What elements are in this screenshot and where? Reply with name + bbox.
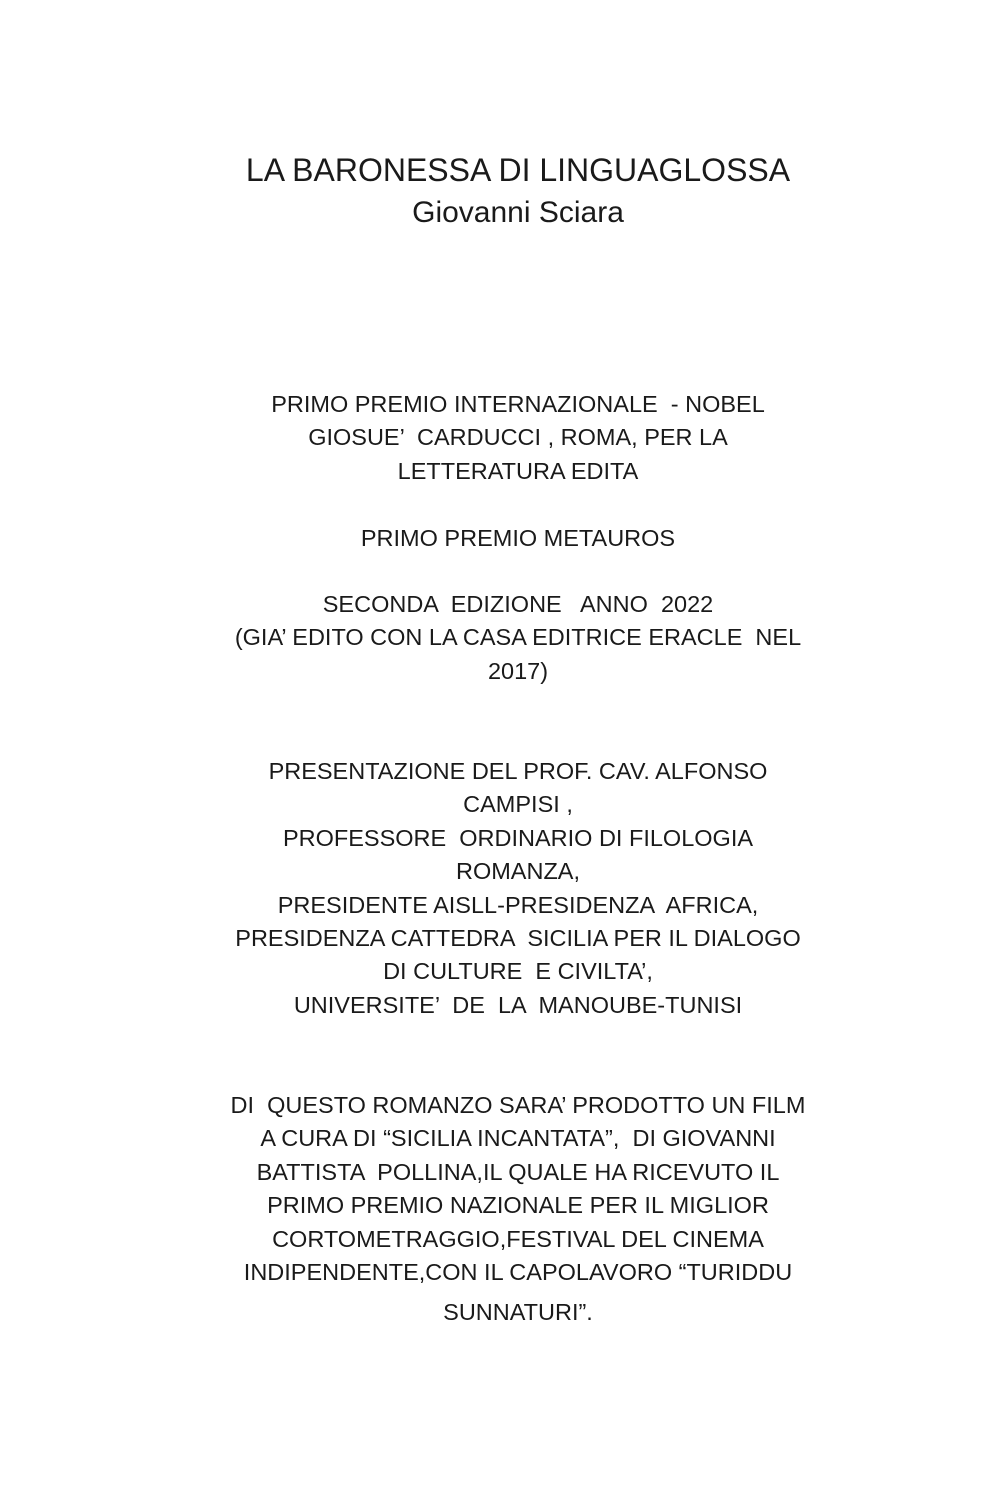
text-line: ROMANZA, bbox=[455, 858, 581, 885]
text-line: SUNNATURI”. bbox=[443, 1299, 593, 1326]
text-line: A CURA DI “SICILIA INCANTATA”, DI GIOVANNI bbox=[260, 1125, 776, 1152]
text-line: BATTISTA POLLINA,IL QUALE HA RICEVUTO IL bbox=[256, 1158, 780, 1185]
text-line: LETTERATURA EDITA bbox=[397, 457, 639, 484]
author-name: Giovanni Sciara bbox=[412, 196, 624, 229]
edition-block bbox=[36, 588, 1000, 688]
text-line: GIOSUE’ CARDUCCI , ROMA, PER LA bbox=[308, 424, 728, 451]
text-line: (GIA’ EDITO CON LA CASA EDITRICE ERACLE NEL bbox=[234, 624, 802, 651]
text-line: PRIMO PREMIO INTERNAZIONALE - NOBEL bbox=[271, 391, 765, 417]
text-line: INDIPENDENTE,CON IL CAPOLAVORO “TURIDDU bbox=[243, 1259, 793, 1286]
text-line: CAMPISI , bbox=[463, 791, 573, 818]
text-line: PRIMO PREMIO NAZIONALE PER IL MIGLIOR bbox=[267, 1192, 769, 1219]
text-line: DI QUESTO ROMANZO SARA’ PRODOTTO UN FILM bbox=[230, 1092, 806, 1118]
text-line: PRESENTAZIONE DEL PROF. CAV. ALFONSO bbox=[268, 758, 768, 784]
text-line: PRESIDENZA CATTEDRA SICILIA PER IL DIALOGO bbox=[235, 925, 801, 952]
text-line: PROFESSORE ORDINARIO DI FILOLOGIA bbox=[282, 824, 754, 851]
presentation-block bbox=[36, 755, 1000, 1022]
book-title: LA BARONESSA DI LINGUAGLOSSA bbox=[245, 152, 791, 188]
award-block-metauros bbox=[36, 522, 1000, 555]
text-line: CORTOMETRAGGIO,FESTIVAL DEL CINEMA bbox=[272, 1225, 764, 1252]
text-line: 2017) bbox=[487, 657, 549, 684]
text-line: SECONDA EDIZIONE ANNO 2022 bbox=[322, 591, 714, 617]
award-block-carducci bbox=[36, 388, 1000, 488]
text-line: PRESIDENTE AISLL-PRESIDENZA AFRICA, bbox=[277, 891, 759, 918]
text-line: UNIVERSITE’ DE LA MANOUBE-TUNISI bbox=[293, 991, 743, 1018]
film-block bbox=[36, 1089, 1000, 1330]
text-line: PRIMO PREMIO METAUROS bbox=[360, 525, 676, 551]
text-line: DI CULTURE E CIVILTA’, bbox=[383, 958, 653, 985]
